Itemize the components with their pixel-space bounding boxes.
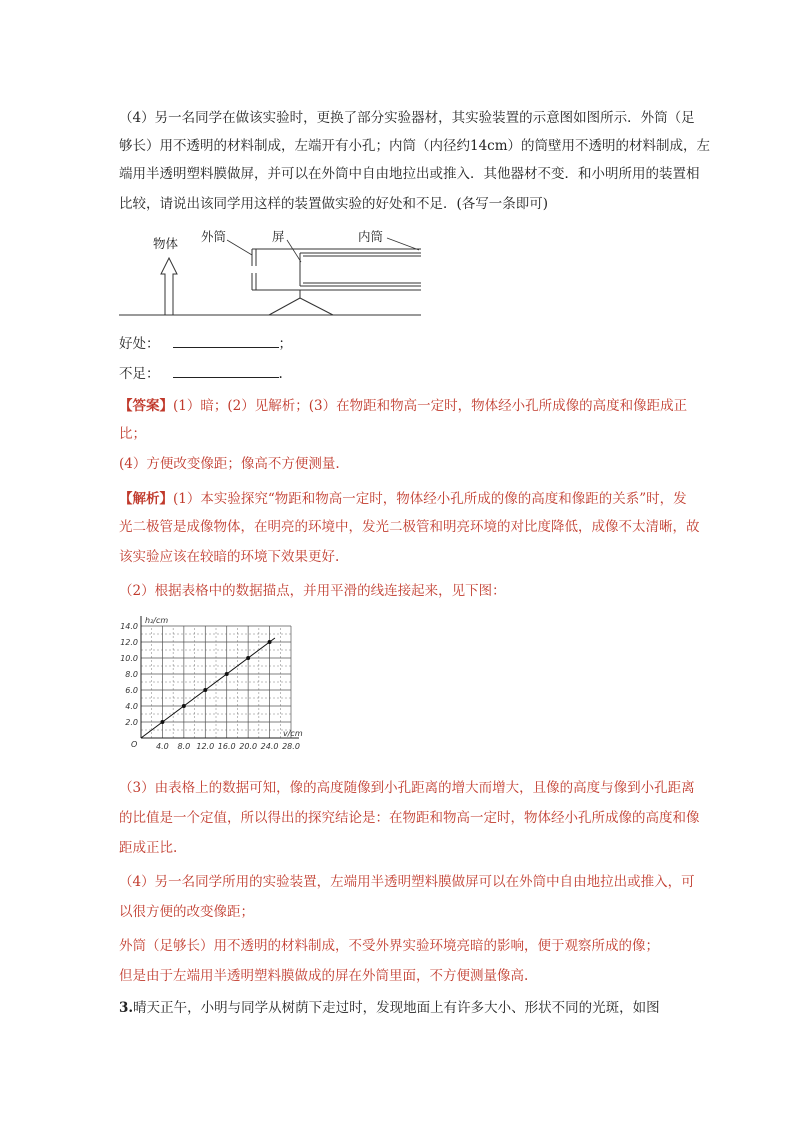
- x-axis-label: v/cm: [283, 729, 303, 738]
- analysis-line-8: （4）另一名同学所用的实验装置，左端用半透明塑料膜做屏可以在外筒中自由地拉出或推入，可: [119, 874, 695, 890]
- image-height-vs-distance-chart: [119, 608, 339, 758]
- answer-text-1: (1）暗；(2）见解析；(3）在物距和物高一定时，物体经小孔所成像的高度和像距成正: [173, 398, 688, 414]
- data-point: [225, 672, 229, 676]
- blank-bad: [119, 364, 679, 384]
- label-inner-tube: 内筒: [358, 229, 384, 244]
- data-point: [203, 688, 207, 692]
- x-tick-label: 4.0: [156, 742, 169, 751]
- q4-line-1: （4）另一名同学在做该实验时，更换了部分实验器材，其实验装置的示意图如图所示．外筒（足: [119, 110, 695, 126]
- y-axis-label: h₂/cm: [145, 616, 169, 625]
- answer-line-3: (4）方便改变像距；像高不方便测量.: [119, 456, 340, 472]
- tube-stand: [269, 290, 333, 315]
- answer-line-2: 比；: [119, 426, 146, 442]
- bad-blank-line: [173, 365, 279, 378]
- q3-line-1: [119, 998, 679, 1018]
- data-point: [268, 640, 272, 644]
- x-tick-label: 12.0: [196, 742, 215, 751]
- q4-line-2: 够长）用不透明的材料制成，左端开有小孔；内筒（内径约14cm）的筒壁用不透明的材料制成，左: [119, 138, 711, 154]
- y-tick-label: 4.0: [125, 702, 138, 711]
- analysis-line-11: 但是由于左端用半透明塑料膜做成的屏在外筒里面，不方便测量像高.: [119, 968, 529, 984]
- chart-marks: [141, 638, 275, 738]
- good-blank-line: [173, 335, 279, 348]
- analysis-line-9: 以很方便的改变像距；: [119, 904, 254, 920]
- analysis-line-4: （2）根据表格中的数据描点，并用平滑的线连接起来，见下图：: [119, 583, 506, 599]
- object-arrow: [161, 258, 177, 315]
- data-point: [160, 720, 164, 724]
- analysis-line-1: [119, 489, 687, 509]
- bad-end: .: [278, 366, 283, 382]
- y-tick-label: 8.0: [125, 670, 138, 679]
- answer-tag: 【答案】: [119, 398, 173, 414]
- origin-label: O: [131, 740, 138, 749]
- y-tick-label: 2.0: [125, 718, 138, 727]
- answer-line-1: [119, 396, 688, 416]
- x-tick-label: 28.0: [282, 742, 300, 751]
- label-screen: 屏: [272, 229, 285, 244]
- analysis-tag: 【解析】: [119, 491, 173, 507]
- x-tick-label: 20.0: [239, 742, 258, 751]
- analysis-line-5: （3）由表格上的数据可知，像的高度随像到小孔距离的增大而增大，且像的高度与像到小孔距离: [119, 780, 695, 796]
- y-tick-label: 10.0: [120, 654, 138, 663]
- bad-label: 不足：: [119, 366, 160, 382]
- q3-number: 3.: [119, 1000, 134, 1016]
- label-outer-tube: 外筒: [201, 229, 227, 244]
- y-tick-label: 6.0: [125, 686, 138, 695]
- inner-tube: [300, 253, 421, 286]
- analysis-line-7: 距成正比.: [119, 840, 178, 856]
- y-tick-label: 14.0: [120, 622, 138, 631]
- good-end: ；: [278, 336, 292, 352]
- x-tick-label: 16.0: [217, 742, 236, 751]
- data-point: [246, 656, 250, 660]
- analysis-line-6: 的比值是一个定值，所以得出的探究结论是：在物距和物高一定时，物体经小孔所成像的高度和像: [119, 810, 700, 826]
- good-label: 好处：: [119, 336, 160, 352]
- data-point: [182, 704, 186, 708]
- y-tick-label: 12.0: [120, 638, 138, 647]
- analysis-line-10: 外筒（足够长）用不透明的材料制成，不受外界实验环境亮暗的影响，便于观察所成的像；: [119, 938, 659, 954]
- q3-text: 晴天正午，小明与同学从树荫下走过时，发现地面上有许多大小、形状不同的光斑，如图: [133, 1000, 660, 1016]
- outer-tube: [252, 249, 421, 290]
- analysis-line-2: 光二极管是成像物体，在明亮的环境中，发光二极管和明亮环境的对比度降低，成像不太清晰，故: [119, 519, 700, 535]
- analysis-text-1: (1）本实验探究“物距和物高一定时，物体经小孔所成的像的高度和像距的关系”时，发: [173, 491, 687, 507]
- x-tick-label: 8.0: [177, 742, 191, 751]
- q4-line-4: 比较，请说出该同学用这样的装置做实验的好处和不足．(各写一条即可): [119, 196, 549, 212]
- blank-good: [119, 334, 679, 354]
- x-tick-label: 24.0: [260, 742, 279, 751]
- analysis-line-3: 该实验应该在较暗的环境下效果更好.: [119, 549, 340, 565]
- label-object: 物体: [153, 236, 179, 251]
- q4-line-3: 端用半透明塑料膜做屏，并可以在外筒中自由地拉出或推入．其他器材不变．和小明所用的装置相: [119, 166, 700, 182]
